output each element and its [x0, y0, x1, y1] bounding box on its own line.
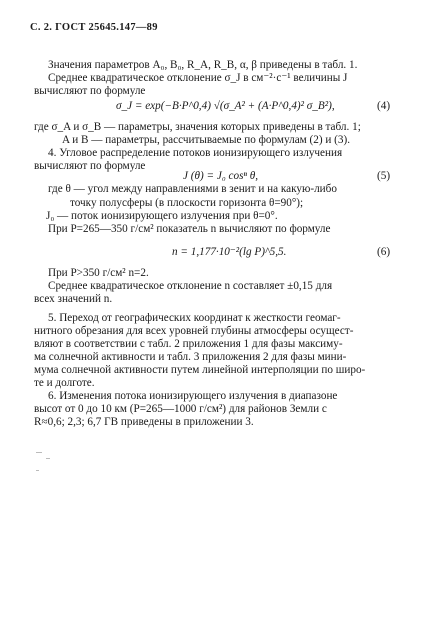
formula-number: (6)	[377, 246, 391, 258]
formula-number: (4)	[377, 100, 391, 112]
text-line: ма солнечной активности и табл. 3 приложения 2 для фазы мини-	[34, 351, 347, 363]
formula-number: (5)	[377, 170, 391, 182]
text-line: нитного обрезания для всех уровней глубины атмосферы осущест-	[34, 325, 354, 337]
page-header: С. 2. ГОСТ 25645.147—89	[30, 22, 158, 33]
text-line: 4. Угловое распределение потоков ионизирующего излучения	[48, 147, 343, 159]
scan-speck	[46, 458, 50, 459]
text-line: мума солнечной активности путем линейной интерполяции по широ-	[34, 364, 366, 376]
text-line: высот от 0 до 10 км (P=265—1000 г/см²) для районов Земли с	[34, 403, 327, 415]
text-line: Среднее квадратическое отклонение σ_J в см⁻²·с⁻¹ величины J	[48, 72, 348, 84]
formula-6: n = 1,177·10⁻²(lg P)^5,5.	[172, 246, 287, 258]
text-line: где θ — угол между направлениями в зенит и на какую-либо	[48, 183, 337, 195]
text-line: точку полусферы (в плоскости горизонта θ=90°);	[70, 197, 304, 209]
text-line: всех значений n.	[34, 293, 113, 305]
text-line: Среднее квадратическое отклонение n составляет ±0,15 для	[48, 280, 333, 292]
text-line: При P>350 г/см² n=2.	[48, 267, 149, 279]
text-line: те и долготе.	[34, 377, 95, 389]
formula-4: σ_J = exp(−B·P^0,4) √(σ_A² + (A·P^0,4)² σ_B²),	[116, 100, 335, 112]
text-line: Значения параметров A₀, B₀, R_A, R_B, α, β приведены в табл. 1.	[48, 59, 358, 71]
scan-speck	[36, 470, 39, 471]
text-line: вычисляют по формуле	[34, 160, 146, 172]
text-line: 5. Переход от географических координат к жесткости геомаг-	[48, 312, 341, 324]
formula-5: J (θ) = J₀ cosⁿ θ,	[183, 170, 259, 182]
text-line: R≈0,6; 2,3; 6,7 ГВ приведены в приложении 3.	[34, 416, 254, 428]
scan-speck	[36, 452, 42, 453]
text-line: При P=265—350 г/см² показатель n вычисляют по формуле	[48, 223, 331, 235]
text-line: где σ_A и σ_B — параметры, значения которых приведены в табл. 1;	[34, 121, 361, 133]
text-line: вычисляют по формуле	[34, 85, 146, 97]
text-line: A и B — параметры, рассчитываемые по формулам (2) и (3).	[62, 134, 350, 146]
text-line: вляют в соответствии с табл. 2 приложения 1 для фазы максиму-	[34, 338, 343, 350]
text-line: 6. Изменения потока ионизирующего излучения в диапазоне	[48, 390, 338, 402]
text-line: J₀ — поток ионизирующего излучения при θ=0°.	[46, 210, 278, 222]
